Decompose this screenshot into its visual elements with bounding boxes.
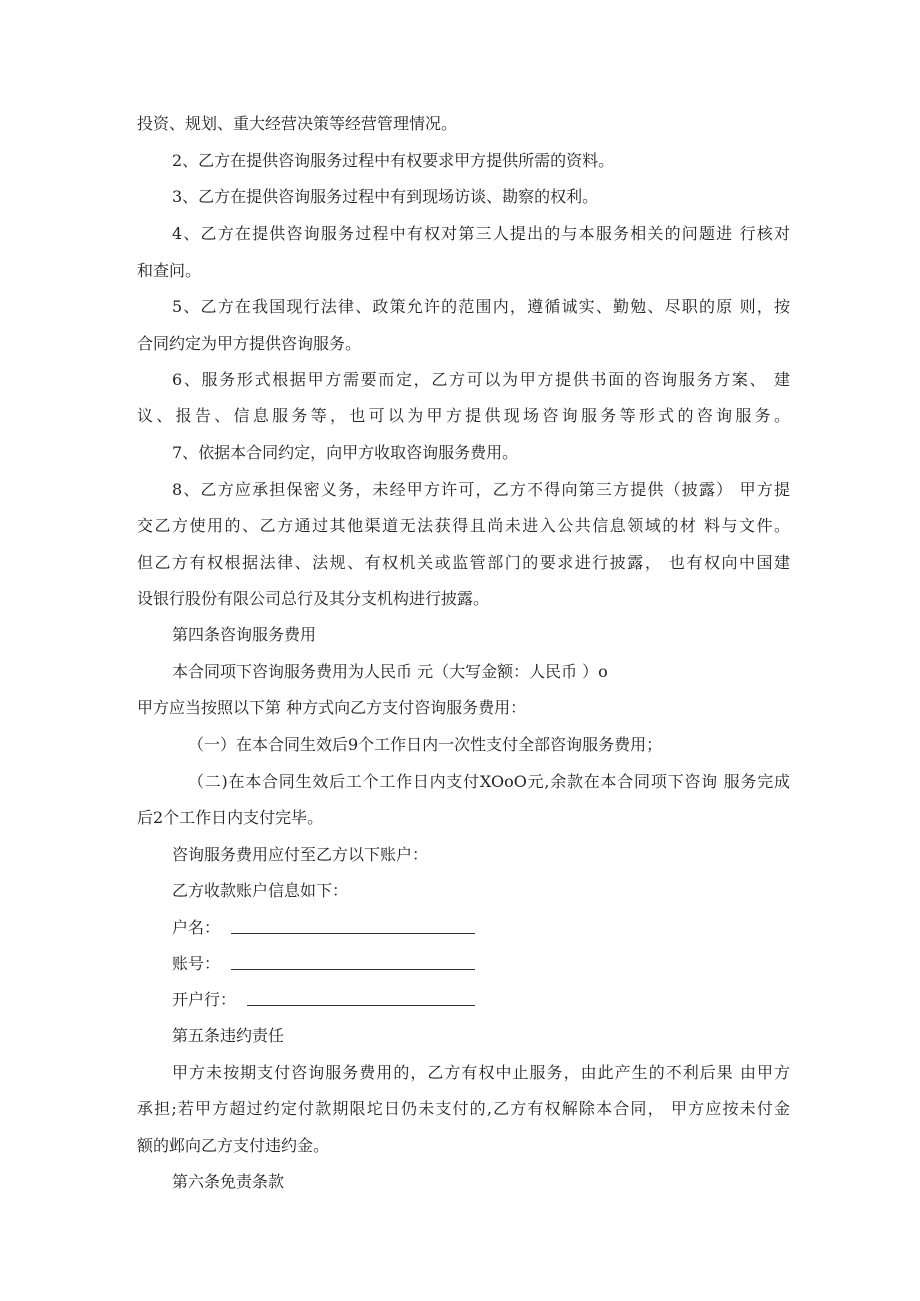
clause-8-line-4: 设银行股份有限公司总行及其分支机构进行披露。 xyxy=(137,589,490,608)
account-bank-row xyxy=(172,989,790,1011)
account-number-label: 账号： xyxy=(172,954,221,973)
clause-7: 7、依据本合同约定，向甲方收取咨询服务费用。 xyxy=(172,443,519,462)
account-info-heading: 乙方收款账户信息如下： xyxy=(172,881,349,900)
account-name-blank xyxy=(231,933,475,934)
section-heading-5: 第五条违约责任 xyxy=(172,1026,285,1045)
payment-option-2-line-2: 后2个工作日内支付完毕。 xyxy=(137,808,324,827)
account-name-row xyxy=(172,917,790,939)
breach-line-1: 甲方未按期支付咨询服务费用的，乙方有权中止服务，由此产生的不利后果 由甲方 xyxy=(172,1063,790,1082)
clause-3: 3、乙方在提供咨询服务过程中有到现场访谈、勘察的权利。 xyxy=(172,187,599,206)
clause-4-line-2: 和查问。 xyxy=(137,261,202,280)
account-name-label: 户名： xyxy=(172,918,221,937)
section-heading-6: 第六条免责条款 xyxy=(172,1172,285,1191)
payment-option-1: （一）在本合同生效后9个工作日内一次性支付全部咨询服务费用； xyxy=(188,735,663,754)
payment-method-line: 甲方应当按照以下第 种方式向乙方支付咨询服务费用： xyxy=(137,698,527,717)
clause-8-line-1: 8、乙方应承担保密义务，未经甲方许可，乙方不得向第三方提供（披露） 甲方提 xyxy=(172,480,790,499)
breach-line-3: 额的邺向乙方支付违约金。 xyxy=(137,1136,330,1155)
paragraph-line: 投资、规划、重大经营决策等经营管理情况。 xyxy=(137,114,458,133)
account-number-row xyxy=(172,953,790,975)
section-heading-4: 第四条咨询服务费用 xyxy=(172,625,317,644)
clause-8-line-3: 但乙方有权根据法律、法规、有权机关或监管部门的要求进行披露， 也有权向中国建 xyxy=(137,553,790,572)
clause-5-line-2: 合同约定为甲方提供咨询服务。 xyxy=(137,334,362,353)
clause-5-line-1: 5、乙方在我国现行法律、政策允许的范围内，遵循诚实、勤勉、尽职的原 则，按 xyxy=(172,297,790,316)
breach-line-2: 承担;若甲方超过约定付款期限坨日仍未支付的,乙方有权解除本合同， 甲方应按未付金 xyxy=(137,1099,790,1118)
clause-4-line-1: 4、乙方在提供咨询服务过程中有权对第三人提出的与本服务相关的问题进 行核对 xyxy=(172,224,790,243)
account-bank-label: 开户行： xyxy=(172,990,237,1009)
clause-6-line-1: 6、服务形式根据甲方需要而定，乙方可以为甲方提供书面的咨询服务方案、 建 xyxy=(172,370,790,389)
account-number-blank xyxy=(231,969,475,970)
clause-6-line-2: 议、报告、信息服务等，也可以为甲方提供现场咨询服务等形式的咨询服务。 xyxy=(137,406,790,425)
clause-2: 2、乙方在提供咨询服务过程中有权要求甲方提供所需的资料。 xyxy=(172,151,615,170)
account-bank-blank xyxy=(247,1005,475,1006)
clause-8-line-2: 交乙方使用的、乙方通过其他渠道无法获得且尚未进入公共信息领域的材 料与文件。 xyxy=(137,516,790,535)
payment-option-2-line-1: （二)在本合同生效后工个工作日内支付XOoO元,余款在本合同项下咨询 服务完成 xyxy=(188,772,790,791)
fee-amount-line: 本合同项下咨询服务费用为人民币 元（大写金额：人民币 ）o xyxy=(172,662,608,681)
account-intro: 咨询服务费用应付至乙方以下账户： xyxy=(172,845,429,864)
